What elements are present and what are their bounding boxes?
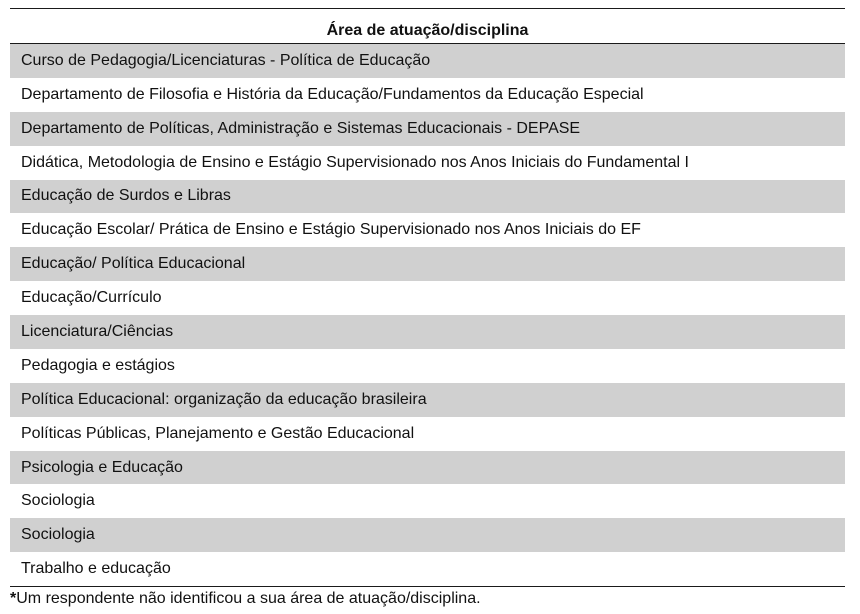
table-row: Sociologia bbox=[21, 492, 95, 510]
footnote-marker: * bbox=[10, 590, 17, 607]
table-row: Departamento de Políticas, Administração e Sistemas Educacionais - DEPASE bbox=[10, 112, 845, 146]
table-row: Trabalho e educação bbox=[21, 560, 171, 578]
table-row: Licenciatura/Ciências bbox=[10, 315, 845, 349]
footnote bbox=[10, 590, 481, 608]
table-row: Políticas Públicas, Planejamento e Gestão Educacional bbox=[21, 424, 415, 442]
table-row: Departamento de Filosofia e História da Educação/Fundamentos da Educação Especial bbox=[21, 85, 644, 103]
table-row: Sociologia bbox=[10, 518, 845, 552]
table-body bbox=[10, 44, 845, 586]
table-row: Pedagogia e estágios bbox=[21, 356, 175, 374]
table-row: Política Educacional: organização da educação brasileira bbox=[10, 383, 845, 417]
table-row: Didática, Metodologia de Ensino e Estágio Supervisionado nos Anos Iniciais do Fundamental I bbox=[21, 153, 689, 171]
discipline-table bbox=[10, 8, 845, 587]
footnote-text: Um respondente não identificou a sua área de atuação/disciplina. bbox=[16, 590, 481, 607]
table-row: Educação Escolar/ Prática de Ensino e Estágio Supervisionado nos Anos Iniciais do EF bbox=[21, 221, 641, 239]
table-row: Educação de Surdos e Libras bbox=[10, 180, 845, 214]
table-row: Educação/Currículo bbox=[21, 289, 162, 307]
table-row: Psicologia e Educação bbox=[10, 451, 845, 485]
table-bottom-rule bbox=[10, 586, 845, 587]
table-header: Área de atuação/disciplina bbox=[326, 22, 529, 39]
table-row: Educação/ Política Educacional bbox=[10, 247, 845, 281]
table-row: Curso de Pedagogia/Licenciaturas - Política de Educação bbox=[10, 44, 845, 78]
